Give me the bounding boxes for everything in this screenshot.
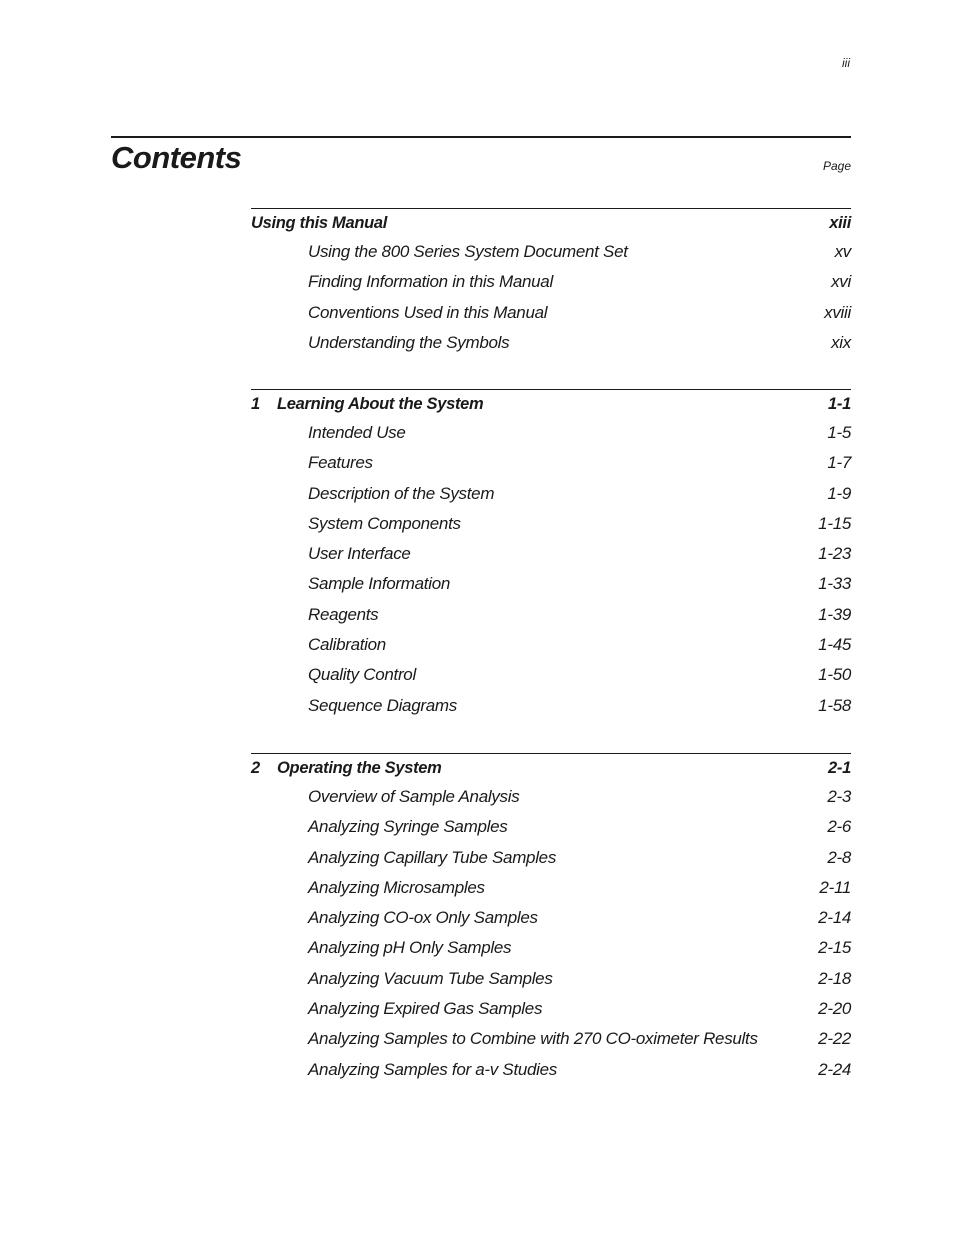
toc-entry[interactable]	[251, 539, 851, 569]
toc-entry[interactable]	[251, 600, 851, 630]
toc-entry[interactable]	[251, 843, 851, 873]
toc-entry[interactable]	[251, 509, 851, 539]
toc-entry-page: 1-23	[818, 544, 851, 564]
toc-entry-title: System Components	[308, 513, 461, 533]
toc-entry-page: 1-33	[818, 574, 851, 594]
toc-entry[interactable]	[251, 328, 851, 358]
toc-entry[interactable]	[251, 1055, 851, 1085]
toc-section-heading[interactable]	[251, 209, 851, 237]
toc-entry-title: Features	[308, 453, 373, 473]
toc-entry-title: Understanding the Symbols	[308, 332, 510, 352]
toc-entry[interactable]	[251, 1024, 851, 1054]
toc-entry-title: Analyzing Capillary Tube Samples	[308, 847, 557, 867]
toc-entry-title: User Interface	[308, 544, 411, 564]
toc-section-heading[interactable]	[251, 754, 851, 782]
page-column-label: Page	[822, 159, 851, 173]
chapter-number: 2	[251, 759, 260, 777]
toc-entry-title: Reagents	[308, 604, 379, 624]
toc-entry[interactable]	[251, 569, 851, 599]
toc-entry-page: 2-3	[827, 787, 851, 806]
toc-entry-title: Sequence Diagrams	[308, 695, 457, 715]
page-number: iii	[842, 56, 850, 70]
toc-entry-page: 1-15	[818, 513, 851, 533]
toc-entry[interactable]	[251, 448, 851, 478]
toc-entry-title: Conventions Used in this Manual	[308, 302, 548, 322]
toc-entry[interactable]	[251, 933, 851, 963]
toc-entry[interactable]	[251, 964, 851, 994]
toc-entry-page: 2-15	[818, 938, 851, 958]
toc-section-title	[251, 214, 387, 233]
toc-entry-title: Analyzing Expired Gas Samples	[308, 999, 543, 1019]
toc-entry-title: Analyzing Microsamples	[308, 877, 485, 897]
toc-section-page: 2-1	[828, 759, 851, 777]
toc-entry[interactable]	[251, 237, 851, 267]
toc-entry-page: 1-50	[818, 665, 851, 685]
toc-section-page: 1-1	[828, 395, 851, 413]
toc-section-page: xiii	[829, 214, 851, 232]
toc-entry-title: Finding Information in this Manual	[308, 272, 553, 292]
toc-entry[interactable]	[251, 873, 851, 903]
toc-entry-title: Analyzing CO-ox Only Samples	[308, 908, 538, 928]
toc-entry-title: Calibration	[308, 635, 386, 655]
toc-entry-page: 1-39	[818, 604, 851, 624]
toc-entry[interactable]	[251, 630, 851, 660]
section-title-text: Learning About the System	[277, 395, 484, 413]
toc-entry[interactable]	[251, 298, 851, 328]
toc-entry-title: Intended Use	[308, 423, 406, 442]
toc-entry-page: 2-14	[818, 908, 851, 928]
toc-entry-page: 2-6	[827, 817, 851, 837]
page-title: Contents	[111, 140, 242, 175]
toc-entry[interactable]	[251, 267, 851, 297]
toc-entry-title: Analyzing Samples to Combine with 270 CO-oximeter Results	[308, 1029, 758, 1049]
toc-entry-page: 2-18	[818, 968, 851, 988]
toc-entry-page: 1-5	[827, 423, 851, 442]
section-title-text: Using this Manual	[251, 214, 388, 232]
toc-entry[interactable]	[251, 691, 851, 721]
toc-entry[interactable]	[251, 418, 851, 448]
toc-entry[interactable]	[251, 903, 851, 933]
toc-entry-title: Description of the System	[308, 483, 495, 503]
toc-entry-page: 2-24	[818, 1059, 851, 1079]
toc-entry-page: 1-58	[818, 695, 851, 715]
toc-entry-page: 2-22	[818, 1029, 851, 1049]
toc-entry[interactable]	[251, 782, 851, 812]
section-title-text: Operating the System	[277, 759, 442, 777]
toc-entry[interactable]	[251, 479, 851, 509]
toc-section-heading[interactable]	[251, 390, 851, 418]
toc-entry-page: xviii	[824, 302, 851, 322]
toc-entry-title: Sample Information	[308, 574, 451, 594]
toc-section-title	[251, 759, 442, 778]
toc-entry-title: Analyzing Vacuum Tube Samples	[308, 968, 553, 988]
toc-entry-title: Analyzing pH Only Samples	[308, 938, 512, 958]
toc-entry[interactable]	[251, 660, 851, 690]
toc-entry-page: 1-9	[827, 483, 851, 503]
toc-entry-page: 2-20	[818, 999, 851, 1019]
chapter-number: 1	[251, 395, 260, 413]
toc-section	[251, 753, 851, 1085]
toc-entry-page: xvi	[831, 272, 851, 292]
title-rule	[111, 136, 851, 138]
toc-entry-page: xix	[831, 332, 851, 352]
toc-entry-title: Using the 800 Series System Document Set	[308, 242, 628, 261]
toc-entry-title: Analyzing Syringe Samples	[308, 817, 508, 837]
toc-entry-page: 2-11	[819, 877, 851, 897]
toc-section	[251, 208, 851, 358]
toc-section-title	[251, 395, 483, 414]
toc-entry-title: Quality Control	[308, 665, 416, 685]
toc-entry-page: 1-7	[827, 453, 851, 473]
toc-entry-page: xv	[834, 242, 851, 261]
toc-entry-title: Overview of Sample Analysis	[308, 787, 520, 806]
toc-entry-title: Analyzing Samples for a-v Studies	[308, 1059, 558, 1079]
toc-entry[interactable]	[251, 812, 851, 842]
toc-entry[interactable]	[251, 994, 851, 1024]
toc-entry-page: 2-8	[827, 847, 851, 867]
toc-entry-page: 1-45	[818, 635, 851, 655]
toc-section	[251, 389, 851, 721]
